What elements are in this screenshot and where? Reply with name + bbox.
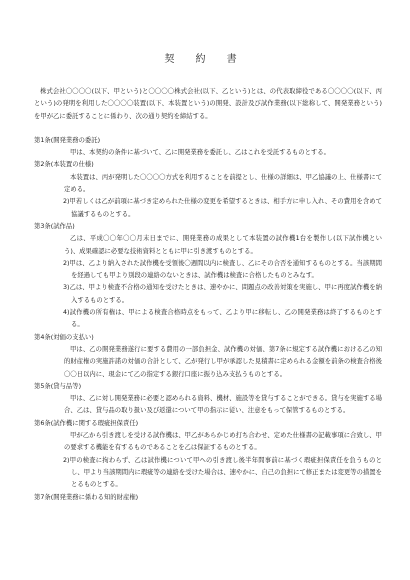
article-paragraph: 甲が乙から引き渡しを受ける試作機は、甲乙があらかじめ打ち合わせ、定めた仕様書の記載事項に合致し、甲の要求する機能を有するものであることを乙は保証するものとする。 <box>64 432 382 452</box>
document-title: 契 約 書 <box>164 54 246 65</box>
article-paragraph: 乙は、平成〇〇年〇〇月末日までに、開発業務の成果として本装置の試作機1台を製作し(以下試作機という)、成果確認に必要な技術資料とともに甲に引き渡すものとする。 <box>64 235 382 255</box>
article-heading: 第6条(試作機に関する瑕疵担保責任) <box>34 419 139 427</box>
article <box>34 492 382 504</box>
document-body <box>34 86 382 504</box>
article-paragraph: 2)甲は、乙より納入された試作機を受領後〇週間以内に検査し、乙にその合否を通知するものとする。当該期間を経過しても甲より別段の連絡のないときは、試作機は検査に合格したものとみなす。 <box>63 259 382 280</box>
preamble: 株式会社〇〇〇〇(以下、甲という)と〇〇〇〇株式会社(以下、乙という)とは、の代表取締役である〇〇〇〇(以下、丙という)の発明を利用した〇〇〇〇装置(以下、本装置という)の開発、設計及び試作業務(以下総称して、開発業務という)を甲が乙に委託することに係わり、次の通り契約を締結する。 <box>34 88 382 120</box>
spacer <box>34 123 382 135</box>
article-paragraph: 2)甲若しくは乙が前項に基づき定められた仕様の変更を希望するときは、相手方に申し入れ、その費用を含めて協議するものとする。 <box>63 198 382 218</box>
article-paragraph: 2)甲の検査に拘わらず、乙は試作機について甲への引き渡し後半年間事前に基づく瑕疵担保責任を負うものとし、甲より当該期間内に瑕疵等の連絡を受けた場合は、速やかに、自己の負担にて修正または変更等の措置をとるものとする。 <box>63 456 382 489</box>
article-heading: 第1条(開発業務の委託) <box>34 136 101 144</box>
article <box>34 159 382 220</box>
article-heading: 第7条(開発業務に係わる知的財産権) <box>34 493 139 501</box>
article <box>34 135 382 160</box>
article <box>34 221 382 332</box>
article-paragraph: 甲は、乙の開発業務遂行に要する費用の一部負担金、試作機の対価、第7条に規定する試作機における乙の知的財産権の実施許諾の対価の合計として、乙が発行し甲が承認した見積書に定められる金額を前条の検査合格後〇〇日以内に、現金にて乙の指定する銀行口座に振り込み支払うものとする。 <box>64 345 382 378</box>
article-heading: 第4条(対価の支払い) <box>34 333 94 341</box>
article <box>34 381 382 418</box>
article-heading: 第3条(試作品) <box>34 222 75 230</box>
article-paragraph: 3)乙は、甲より検査不合格の通知を受けたときは、速やかに、問題点の改善対策を実施し、甲に再度試作機を納入するものとする。 <box>63 284 382 304</box>
articles-list <box>34 135 382 504</box>
article-paragraph: 4)試作機の所有権は、甲による検査合格時点をもって、乙より甲に移転し、乙の開発業務は終了するものとする。 <box>63 309 382 329</box>
article <box>34 418 382 492</box>
article <box>34 332 382 381</box>
article-heading: 第5条(貸与品等) <box>34 382 82 390</box>
article-paragraph: 甲は、本契約の条件に基づいて、乙に開発業務を委託し、乙はこれを受託するものとする。 <box>70 149 330 157</box>
article-heading: 第2条(本装置の仕様) <box>34 161 94 169</box>
article-paragraph: 甲は、乙に対し開発業務に必要と認められる資料、機材、施設等を貸与することができる。貸与を実施する場合、乙は、貸与品の取り扱い及び返還について甲の指示に従い、注意をもって保管するものとする。 <box>64 395 382 415</box>
article-paragraph: 本装置は、丙が発明した〇〇〇〇方式を利用することを前提とし、仕様の詳細は、甲乙協議の上、仕様書にて定める。 <box>64 173 382 194</box>
